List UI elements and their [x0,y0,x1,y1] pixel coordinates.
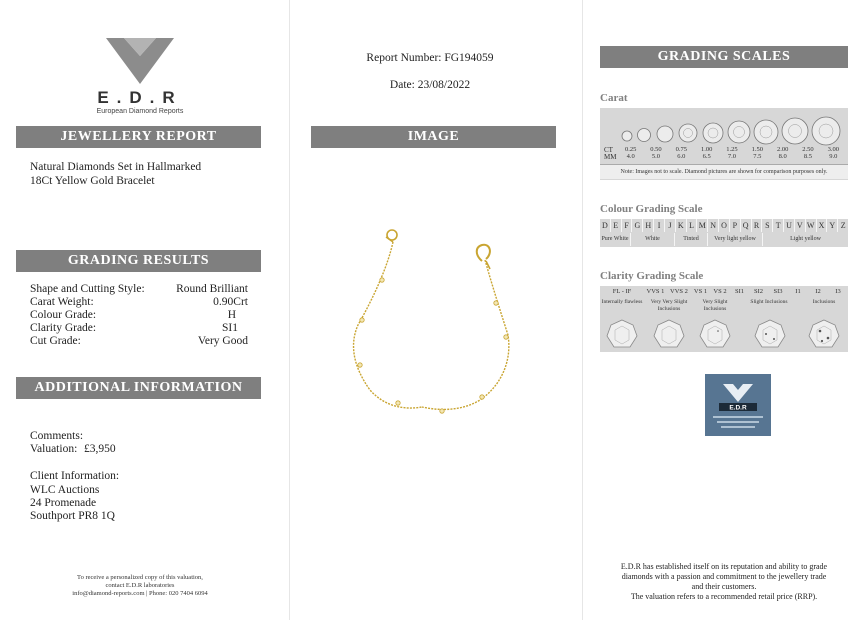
footer-line-3: info@diamond-reports.com | Phone: 020 7404 6094 [72,590,208,597]
grading-row [30,309,248,322]
carat-ct-value: 2.50 [802,146,814,153]
client-label: Client Information: [30,470,120,482]
grading-results-bar: GRADING RESULTS [16,250,261,272]
clarity-group: Very Slight Inclusions [702,299,728,312]
carat-mm-label: MM [604,153,617,161]
fold-line-1 [289,0,290,620]
colour-letter: O [719,219,730,232]
colour-letter: J [665,219,676,232]
colour-letter: D [600,219,611,232]
carat-ct-value: 0.75 [675,146,687,153]
colour-letter: I [654,219,665,232]
carat-mm-value: 5.0 [651,153,661,160]
footer-line-1: To receive a personalized copy of this valuation, [77,574,203,581]
carat-mm-value: 4.0 [626,153,635,160]
carat-mm-value: 8.0 [778,153,787,160]
date-label: Date: [389,79,415,91]
report-title-bar: JEWELLERY REPORT [16,126,261,148]
client-line-3: Southport PR8 1Q [30,510,115,522]
grading-label: Colour Grade: [30,309,97,321]
colour-letter: P [730,219,741,232]
colour-letter: G [632,219,643,232]
colour-letter: M [697,219,708,232]
footer-line-2: contact E.D.R laboratories [105,582,175,589]
clarity-grade: SI1 [734,288,745,295]
colour-group: Light yellow [790,236,821,242]
clarity-group: Very Very Slight Inclusions [650,299,688,312]
colour-group: White [631,233,675,246]
colour-title: Colour Grading Scale [600,203,703,215]
colour-letter: Q [741,219,752,232]
valuation-label: Valuation: [30,443,78,455]
carat-ct-value: 0.25 [624,146,637,153]
colour-letter: W [806,219,817,232]
fold-line-2 [582,0,583,620]
colour-letter: Z [840,221,846,230]
image-title-bar: IMAGE [311,126,556,148]
carat-scale [600,108,848,180]
description-line-2: 18Ct Yellow Gold Bracelet [30,175,155,187]
carat-mm-value: 7.0 [727,153,737,160]
clarity-group: Internally flawless [601,299,643,305]
statement-line-2: diamonds with a passion and commitment to the jewellery trade [621,572,827,581]
carat-ct-value: 1.25 [726,146,738,153]
grading-scales-bar: GRADING SCALES [600,46,848,68]
report-number-label: Report Number: [366,52,442,64]
colour-letter: X [817,219,828,232]
carat-mm-value: 9.0 [829,153,838,160]
colour-letter: K [676,219,687,232]
valuation-value: £3,950 [84,443,116,455]
clarity-grade: VS 2 [713,288,727,295]
clarity-groups [600,299,848,315]
description-line-1: Natural Diamonds Set in Hallmarked [30,161,202,173]
grading-row [30,296,248,309]
colour-group: Tinted [675,233,708,246]
grading-label: Carat Weight: [30,296,94,308]
grading-row [30,322,248,335]
brand-letters: E.D.R [97,88,183,107]
clarity-grade: SI3 [773,288,783,295]
carat-mm-value: 6.0 [677,153,686,160]
carat-mm-value: 7.5 [753,153,762,160]
colour-letter: S [762,219,773,232]
statement-line-1: E.D.R has established itself on its reputation and ability to grade [620,562,828,571]
grading-label: Cut Grade: [30,335,81,347]
clarity-grade: VS 1 [693,288,708,295]
carat-mm-values [618,153,846,160]
colour-groups [600,233,848,246]
clarity-grades [600,286,848,297]
grading-value: 0.90Crt [213,296,248,308]
grading-value: H [227,309,236,321]
colour-letter: R [752,219,763,232]
clarity-grade: I3 [835,288,841,295]
grading-value: SI1 [222,322,238,334]
carat-title: Carat [600,92,628,104]
colour-letter: Y [827,219,838,232]
clarity-grade: VVS 2 [670,288,688,295]
grading-row [30,283,248,296]
colour-letter: V [795,219,806,232]
gold-bracelet-image [330,225,530,425]
hologram-text: E.D.R [729,404,747,412]
clarity-group: Slight Inclusions [750,299,788,305]
carat-mm-value: 6.5 [702,153,711,160]
colour-letter: L [687,219,698,232]
grading-value: Round Brilliant [176,283,248,295]
clarity-grade: SI2 [753,288,764,295]
colour-scale [600,219,848,247]
carat-ct-label: CT [604,146,613,154]
date-value: 23/08/2022 [417,79,471,91]
colour-letters [600,219,848,232]
colour-letter: T [773,219,784,232]
clarity-grade: VVS 1 [646,288,665,295]
carat-ct-value: 0.50 [650,146,662,153]
grading-label: Clarity Grade: [30,322,97,334]
client-line-1: WLC Auctions [30,484,100,496]
clarity-scale [600,286,848,352]
colour-letter: H [643,219,654,232]
clarity-grade: FL - IF [612,288,632,295]
colour-letter: E [611,219,622,232]
colour-group: Pure White [600,233,631,246]
colour-letter: F [622,219,633,232]
brand-tagline: European Diamond Reports [96,108,184,115]
colour-letter: N [708,219,719,232]
statement-line-4: The valuation refers to a recommended retail price (RRP). [630,592,818,601]
grading-row [30,335,248,348]
report-number-value: FG194059 [444,52,494,64]
hologram-seal-icon [705,374,771,436]
grading-value: Very Good [197,335,248,347]
additional-info-bar: ADDITIONAL INFORMATION [16,377,261,399]
carat-ct-value: 1.00 [700,146,713,153]
carat-mm-value: 8.5 [803,153,813,160]
carat-ct-value: 3.00 [827,146,839,153]
carat-note: Note: Images not to scale. Diamond pictures are shown for comparison purposes only. [600,164,848,179]
clarity-group: Inclusions [812,299,836,305]
colour-group: Very light yellow [708,233,763,246]
carat-ct-value: 1.50 [751,146,763,153]
carat-ct-values [618,146,846,153]
clarity-grade: I1 [795,288,801,295]
clarity-title: Clarity Grading Scale [600,270,704,282]
colour-letter: U [784,219,795,232]
grading-label: Shape and Cutting Style: [30,283,145,295]
clarity-diamonds-icon [600,316,848,352]
carat-ct-value: 2.00 [776,146,789,153]
clarity-grade: I2 [815,288,821,295]
report-number [310,52,550,64]
client-line-2: 24 Promenade [30,497,97,509]
comments-label: Comments: [30,430,84,442]
statement-line-3: and their customers. [691,582,757,591]
edr-diamond-logo-icon [104,34,176,86]
report-date [310,79,550,91]
